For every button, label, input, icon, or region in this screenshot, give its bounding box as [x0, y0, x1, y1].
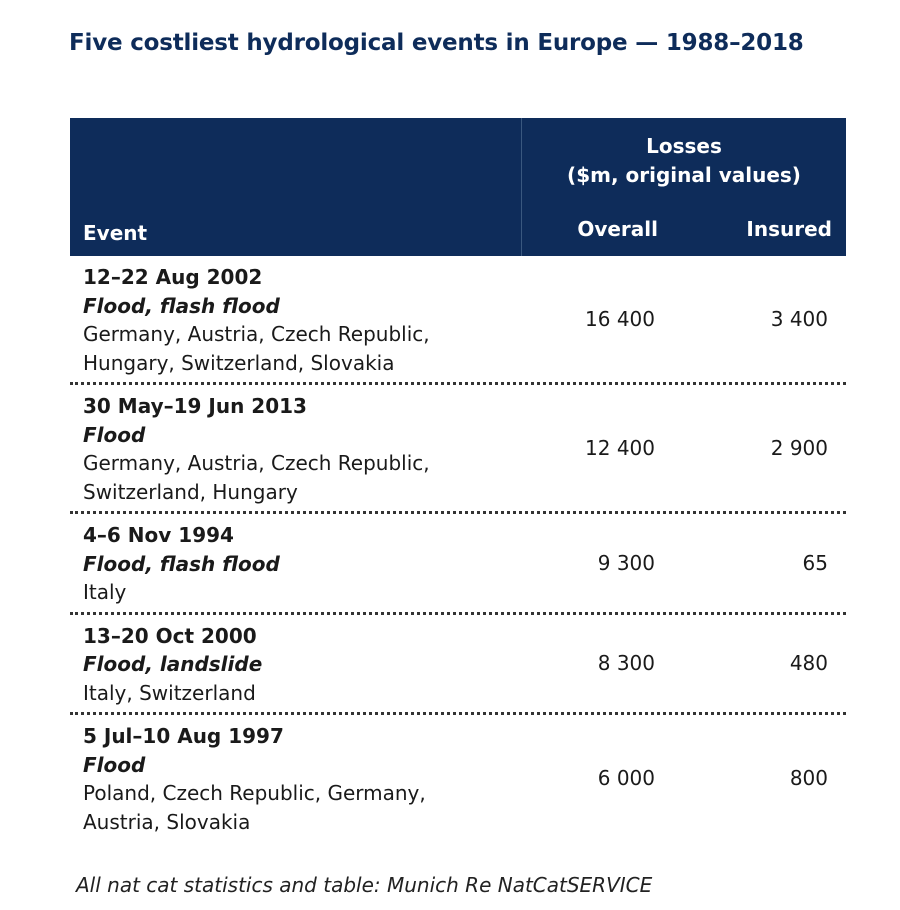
- event-countries: Germany, Austria, Czech Republic,: [83, 451, 430, 475]
- insured-loss: 480: [789, 651, 828, 676]
- header-losses: [522, 132, 846, 190]
- source-note: All nat cat statistics and table: Munich Re NatCatSERVICE: [76, 873, 653, 897]
- event-countries: Italy, Switzerland: [83, 680, 256, 705]
- overall-loss: 8 300: [597, 651, 655, 676]
- header-losses-line2: ($m, original values): [567, 163, 801, 187]
- event-date: 12–22 Aug 2002: [83, 265, 263, 289]
- event-countries: Poland, Czech Republic, Germany,: [83, 781, 426, 805]
- event-countries: Hungary, Switzerland, Slovakia: [83, 350, 395, 375]
- table-row: [70, 615, 846, 716]
- event-countries: Switzerland, Hungary: [83, 479, 298, 504]
- event-cell: [70, 615, 503, 713]
- table-row: [70, 256, 846, 385]
- event-date: 30 May–19 Jun 2013: [83, 394, 307, 418]
- table-header: [70, 118, 846, 256]
- event-countries: Italy: [83, 580, 127, 604]
- insured-loss: 65: [802, 550, 828, 575]
- event-type: Flood, flash flood: [83, 293, 280, 318]
- event-countries: Germany, Austria, Czech Republic,: [83, 322, 430, 346]
- insured-loss: 2 900: [770, 436, 828, 460]
- header-overall: Overall: [577, 217, 658, 241]
- table-row: [70, 385, 846, 514]
- event-cell: [70, 256, 503, 382]
- chart-title: Five costliest hydrological events in Europe — 1988–2018: [69, 30, 804, 56]
- insured-loss: 3 400: [770, 307, 828, 331]
- table-row: [70, 715, 846, 841]
- overall-loss: 16 400: [585, 307, 655, 331]
- event-date: 4–6 Nov 1994: [83, 523, 234, 547]
- events-table: [70, 118, 846, 841]
- header-event: Event: [83, 221, 148, 245]
- event-cell: [70, 715, 503, 841]
- overall-loss: 6 000: [597, 766, 655, 790]
- event-cell: [70, 385, 503, 511]
- event-countries: Austria, Slovakia: [83, 809, 251, 834]
- event-type: Flood: [83, 752, 146, 777]
- event-type: Flood, flash flood: [83, 551, 280, 576]
- table-body: [70, 256, 846, 841]
- event-date: 13–20 Oct 2000: [83, 623, 257, 648]
- insured-loss: 800: [789, 766, 828, 790]
- header-losses-line1: Losses: [646, 134, 722, 158]
- event-type: Flood, landslide: [83, 652, 263, 676]
- table-row: [70, 514, 846, 615]
- event-type: Flood: [83, 422, 146, 447]
- event-date: 5 Jul–10 Aug 1997: [83, 724, 284, 748]
- overall-loss: 12 400: [585, 436, 655, 460]
- event-cell: [70, 514, 503, 612]
- header-insured: Insured: [746, 217, 832, 241]
- overall-loss: 9 300: [597, 550, 655, 575]
